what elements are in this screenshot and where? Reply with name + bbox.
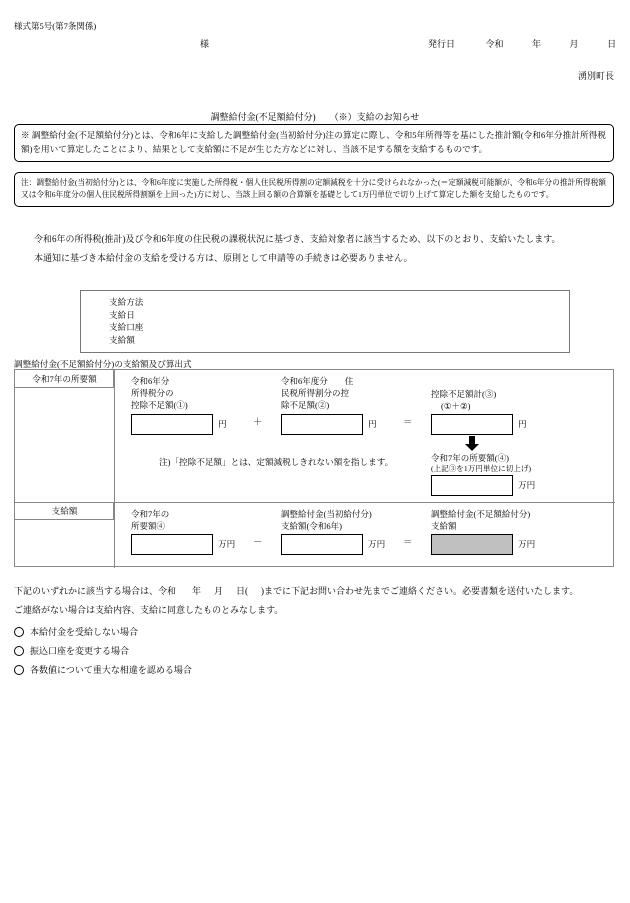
checklist-item-2[interactable] [14, 645, 129, 658]
calculation-table [14, 369, 614, 567]
deduction-shortfall-note: 注)「控除不足額」とは、定額減税しきれない額を指します。 [159, 457, 394, 467]
row2-col2-heading-line1: 調整給付金(当初給付分) [281, 509, 372, 519]
row2-col3-heading-line2: 支給額 [431, 521, 457, 532]
footer-paragraph-1 [14, 585, 578, 598]
operator-equals-row2: ＝ [403, 538, 413, 548]
row1-unit-3: 円 [518, 419, 527, 429]
row2-vertical-divider [114, 502, 115, 568]
circle-bullet-icon [14, 627, 24, 637]
row1-col1-heading-line1: 令和6年分 [131, 376, 170, 386]
footer-line1-day: 日( [236, 586, 249, 596]
issue-date-label: 発行日 [428, 39, 456, 49]
issuer-name: 湧別町長 [577, 71, 614, 81]
checklist-item-3[interactable] [14, 664, 192, 677]
body-paragraph-2: 本通知に基づき本給付金の支給を受ける方は、原則として申請等の手続きは必要ありません。 [34, 253, 413, 263]
row2-unit-1: 万円 [218, 539, 236, 549]
circle-bullet-icon [14, 646, 24, 656]
required-amount-2025-input[interactable] [431, 475, 513, 496]
initial-payment-amount-input[interactable] [281, 534, 363, 555]
issue-year-unit: 年 [532, 39, 542, 49]
payment-info-box [80, 290, 570, 353]
row1-label-cell [15, 370, 114, 388]
row1-col3-heading-line1: 控除不足額計(③) [431, 389, 497, 399]
form-number: 様式第5号(第7条関係) [14, 21, 97, 31]
payment-account-label: 支給口座 [109, 322, 144, 333]
row1-col2-heading [281, 375, 353, 411]
row1-col2-heading-line1: 令和6年度分 住 [281, 376, 354, 386]
row1-vertical-divider [114, 370, 115, 502]
checklist-item-1-label: 本給付金を受給しない場合 [30, 627, 139, 637]
issue-date-line [428, 38, 616, 51]
row2-col3-heading-line1: 調整給付金(不足額給付分) [431, 509, 531, 519]
asterisk-note-box [14, 124, 614, 162]
row1-col1-heading-line2: 所得税分の [131, 388, 174, 399]
row2-col1-heading [131, 508, 169, 532]
checklist-item-2-label: 振込口座を変更する場合 [30, 646, 130, 656]
shortfall-payment-amount-result [431, 534, 513, 555]
row2-unit-3: 万円 [518, 539, 536, 549]
row1-unit-2: 円 [368, 419, 377, 429]
deduction-shortfall-resident-tax-input[interactable] [281, 414, 363, 435]
checklist-item-1[interactable] [14, 626, 138, 639]
calculation-heading: 調整給付金(不足額給付分)の支給額及び算出式 [14, 359, 192, 369]
issue-day-unit: 日 [607, 39, 617, 49]
row1-col1-heading [131, 375, 188, 411]
checklist-item-3-label: 各数値について重大な相違を認める場合 [30, 665, 192, 675]
footer-line1-part-a: 下記のいずれかに該当する場合は、令和 [14, 586, 177, 596]
addressee-honorific: 様 [200, 39, 210, 49]
footnote-box [14, 172, 614, 207]
footer-line1-part-b: )までに下記お問い合わせ先までご連絡ください。必要書類を送付いたします。 [261, 586, 579, 596]
operator-minus: － [253, 538, 263, 548]
footer-paragraph-2: ご連絡がない場合は支給内容、支給に同意したものとみなします。 [14, 605, 284, 615]
payment-date-label: 支給日 [109, 309, 135, 320]
footnote-text: 注：調整給付金(当初給付分)とは、令和6年度に実施した所得税・個人住民税所得割の定額減税を十分に受けられなかった(＝定額減税可能額が、令和6年分の推計所得税額又は令和6年度分の個人住民税所得割額を上回った)方に対し、当該上回る額の合算額を基礎として1万円単位で切り上げて算定した額を支給したものです。 [21, 178, 606, 200]
footer-line1-month: 月 [214, 586, 224, 596]
row1-sub-unit: 万円 [518, 480, 536, 490]
row1-unit-1: 円 [218, 419, 227, 429]
row1-col3-heading-line2: (①＋②) [441, 401, 471, 412]
page-title-main: 調整給付金(不足額給付分) [210, 112, 316, 122]
page-title-suffix: （※）支給のお知らせ [329, 112, 420, 122]
row1-sub-heading [431, 452, 531, 475]
row2-col1-heading-line2: 所要額④ [131, 521, 166, 532]
row2-label-cell [15, 502, 114, 520]
operator-plus: ＋ [253, 418, 263, 428]
row2-col1-heading-line1: 令和7年の [131, 509, 170, 519]
payment-required-amount-input[interactable] [131, 534, 213, 555]
row2-unit-2: 万円 [368, 539, 386, 549]
issue-month-unit: 月 [569, 39, 579, 49]
issue-era: 令和 [485, 39, 504, 49]
page-title [0, 111, 630, 124]
payment-amount-label: 支給額 [109, 335, 135, 346]
row1-label: 令和7年の所要額 [32, 374, 97, 384]
row1-col2-heading-line2: 民税所得割分の控 [281, 388, 350, 399]
row2-col3-heading [431, 508, 530, 532]
payment-method-label: 支給方法 [109, 297, 144, 307]
asterisk-note-text: ※ 調整給付金(不足額給付分)とは、令和6年に支給した調整給付金(当初給付分)注の算定に際し、令和5年所得等を基にした推計額(令和6年分推計所得税額)を用いて算定したことにより、結果として支給額に不足が生じた方などに対し、当該不足する額を支給するものです。 [21, 130, 606, 154]
row1-sub-heading-line2: (上記③を1万円単位に切上げ) [431, 464, 531, 474]
row1-col1-heading-line3: 控除不足額(①) [131, 400, 188, 411]
row2-col2-heading [281, 508, 372, 532]
operator-equals-row1: ＝ [403, 418, 413, 428]
arrow-down-icon [465, 444, 479, 451]
body-paragraph-1: 令和6年の所得税(推計)及び令和6年度の住民税の課税状況に基づき、支給対象者に該当するため、以下のとおり、支給いたします。 [34, 234, 561, 244]
deduction-shortfall-total-input[interactable] [431, 414, 513, 435]
row1-sub-heading-line1: 令和7年の所要額(④) [431, 453, 509, 463]
deduction-shortfall-income-tax-input[interactable] [131, 414, 213, 435]
row2-col2-heading-line2: 支給額(令和6年) [281, 521, 342, 532]
circle-bullet-icon [14, 665, 24, 675]
row1-col2-heading-line3: 除不足額(②) [281, 400, 330, 411]
arrow-down-icon-shaft [469, 436, 475, 444]
footer-line1-year: 年 [192, 586, 202, 596]
row1-col3-heading [431, 388, 496, 412]
row2-label: 支給額 [51, 506, 78, 516]
